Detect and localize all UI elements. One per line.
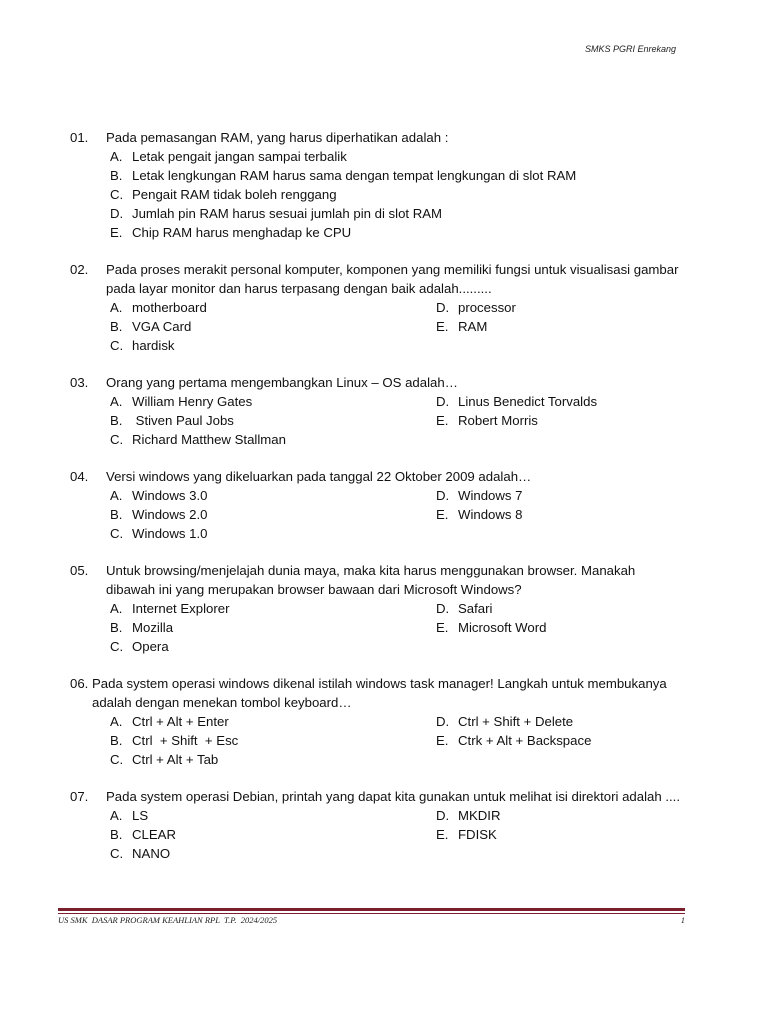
option-letter: A. [110,714,123,729]
option-text: Richard Matthew Stallman [132,432,286,447]
option-letter: A. [110,149,123,164]
page-number: 1 [680,915,685,925]
option-letter: B. [110,733,123,748]
option-text: Linus Benedict Torvalds [458,394,598,409]
question-text: Pada system operasi Debian, printah yang dapat kita gunakan untuk melihat isi direktori adalah .... [106,789,680,804]
option-letter: D. [436,808,450,823]
question-list [70,128,680,881]
option [110,411,436,430]
option-text: VGA Card [132,319,192,334]
option-letter: C. [110,338,124,353]
option-text: William Henry Gates [132,394,253,409]
option [110,317,436,336]
option [436,731,676,750]
option [110,750,436,769]
option [436,618,676,637]
question-text: Orang yang pertama mengembangkan Linux – OS adalah… [106,375,458,390]
option [110,806,436,825]
footer-divider [58,908,685,911]
option-letter: E. [436,620,449,635]
question-text: Versi windows yang dikeluarkan pada tanggal 22 Oktober 2009 adalah… [106,469,532,484]
option-letter: E. [436,319,449,334]
question-number: 04. [70,469,89,484]
question-number: 05. [70,563,89,578]
option-text: Jumlah pin RAM harus sesuai jumlah pin di slot RAM [132,206,443,221]
option [110,712,436,731]
option-letter: A. [110,300,123,315]
option-letter: C. [110,639,124,654]
option-text: Ctrl + Alt + Enter [132,714,229,729]
option-text: Letak pengait jangan sampai terbalik [132,149,347,164]
options-list [70,599,680,656]
footer-title: US SMK DASAR PROGRAM KEAHLIAN RPL T.P. 2024/2025 [58,915,278,925]
option-text: processor [458,300,516,315]
option [436,599,676,618]
option [436,505,676,524]
option-text: Ctrl + Shift + Delete [458,714,574,729]
option [110,637,436,656]
option-letter: D. [436,300,450,315]
option-letter: B. [110,319,123,334]
question [70,467,680,543]
option [110,505,436,524]
option [110,204,680,223]
option [110,731,436,750]
option-letter: A. [110,601,123,616]
option-text: Windows 1.0 [132,526,208,541]
option-text: Windows 2.0 [132,507,208,522]
option-text: Pengait RAM tidak boleh renggang [132,187,337,202]
option [110,147,680,166]
option [110,336,436,355]
option [110,185,680,204]
question [70,128,680,242]
option-text: RAM [458,319,488,334]
option-letter: E. [110,225,123,240]
options-list [70,712,680,769]
option-text: CLEAR [132,827,176,842]
option [436,392,676,411]
option-text: LS [132,808,149,823]
option-text: hardisk [132,338,175,353]
option-letter: C. [110,432,124,447]
option [110,298,436,317]
option [436,411,676,430]
question [70,373,680,449]
question-number: 01. [70,130,89,145]
question-stem [70,128,680,147]
option-letter: C. [110,187,124,202]
option-letter: C. [110,526,124,541]
option [110,599,436,618]
option [110,166,680,185]
option-letter: D. [436,394,450,409]
option-letter: E. [436,413,449,428]
option [110,486,436,505]
option-letter: E. [436,733,449,748]
option-letter: C. [110,846,124,861]
option-letter: A. [110,808,123,823]
options-list [70,392,680,449]
option-text: Letak lengkungan RAM harus sama dengan tempat lengkungan di slot RAM [132,168,577,183]
option [436,317,676,336]
question [70,674,680,769]
option-letter: B. [110,620,123,635]
option-letter: D. [436,488,450,503]
option [436,712,676,731]
option [436,298,676,317]
option-letter: B. [110,413,123,428]
question [70,787,680,863]
option-text: Windows 3.0 [132,488,208,503]
option-letter: D. [436,601,450,616]
option [110,223,680,242]
option-text: Internet Explorer [132,601,230,616]
option-text: Safari [458,601,493,616]
question-stem [70,787,680,806]
option-letter: D. [436,714,450,729]
option-text: MKDIR [458,808,501,823]
options-list [70,486,680,543]
question-number: 07. [70,789,89,804]
option-text: Opera [132,639,169,654]
option-text: Microsoft Word [458,620,547,635]
option-letter: B. [110,827,123,842]
question-text: Untuk browsing/menjelajah dunia maya, maka kita harus menggunakan browser. Manakah dibawah ini yang merupakan browser bawaan dari Microsoft Windows? [106,563,636,597]
option-letter: E. [436,827,449,842]
question [70,260,680,355]
question-text: Pada pemasangan RAM, yang harus diperhatikan adalah : [106,130,449,145]
question-stem [70,467,680,486]
option [110,430,436,449]
question-number: 02. [70,262,89,277]
option [110,392,436,411]
footer-divider [58,913,685,914]
option-text: motherboard [132,300,207,315]
option-text: Windows 8 [458,507,523,522]
option [436,806,676,825]
options-list [70,806,680,863]
option [436,486,676,505]
option-text: Ctrk + Alt + Backspace [458,733,592,748]
option [110,825,436,844]
option [436,825,676,844]
option [110,524,436,543]
page-footer [58,915,685,925]
option-letter: B. [110,168,123,183]
option-text: Chip RAM harus menghadap ke CPU [132,225,352,240]
question-number: 03. [70,375,89,390]
option-text: Robert Morris [458,413,538,428]
question-number: 06. [70,676,89,691]
options-list [70,147,680,242]
question-stem [70,674,680,712]
question-stem [70,373,680,392]
question-stem [70,260,680,298]
question-text: Pada system operasi windows dikenal istilah windows task manager! Langkah untuk membukanya adalah dengan menekan tombol keyboard… [92,676,667,710]
option-letter: E. [436,507,449,522]
question [70,561,680,656]
option-letter: B. [110,507,123,522]
option-letter: A. [110,394,123,409]
option-letter: A. [110,488,123,503]
option-text: Ctrl + Shift + Esc [132,733,239,748]
option-text: NANO [132,846,171,861]
option-letter: D. [110,206,124,221]
options-list [70,298,680,355]
page-header: SMKS PGRI Enrekang [584,44,676,54]
option [110,618,436,637]
question-stem [70,561,680,599]
option-text: Stiven Paul Jobs [132,413,234,428]
option-text: Windows 7 [458,488,523,503]
question-text: Pada proses merakit personal komputer, komponen yang memiliki fungsi untuk visualisasi gambar pada layar monitor dan harus terpasang dengan baik adalah......... [106,262,679,296]
option-text: FDISK [458,827,497,842]
option-text: Mozilla [132,620,174,635]
option-letter: C. [110,752,124,767]
option-text: Ctrl + Alt + Tab [132,752,219,767]
option [110,844,436,863]
